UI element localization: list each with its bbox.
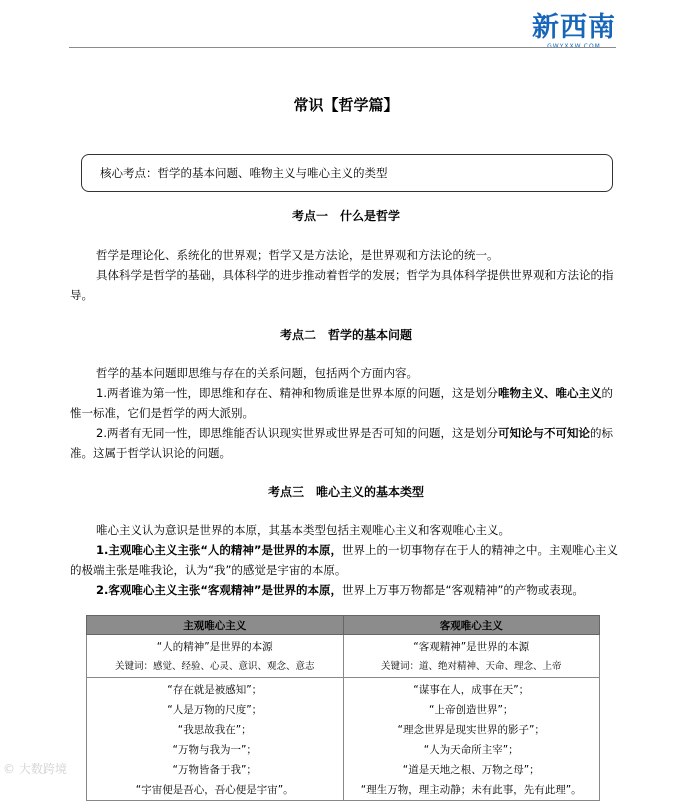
cell-line: “道是天地之根、万物之母”； bbox=[402, 764, 540, 776]
section-2-paragraph-3 bbox=[70, 423, 622, 463]
cell-line: “人是万物的尺度”； bbox=[167, 704, 263, 716]
cell-keywords: 关键词：感觉、经验、心灵、意识、观念、意志 bbox=[114, 661, 315, 672]
cell-keywords: 关键词：道、绝对精神、天命、理念、上帝 bbox=[380, 661, 562, 672]
cell-line: “人为天命所主宰”； bbox=[423, 744, 519, 756]
section-1-paragraph-2: 具体科学是哲学的基础，具体科学的进步推动着哲学的发展；哲学为具体科学提供世界观和方法论的指导。 bbox=[70, 268, 614, 302]
core-points-text: 核心考点：哲学的基本问题、唯物主义与唯心主义的类型 bbox=[100, 166, 388, 180]
cell-line: “理生万物，理主动静；未有此事，先有此理”。 bbox=[360, 784, 582, 796]
section-3-p3-bold: 2.客观唯心主义主张“客观精神”是世界的本原， bbox=[96, 583, 342, 597]
section-3-p3-text: 世界上万事万物都是“客观精神”的产物或表现。 bbox=[341, 583, 584, 597]
section-2-paragraph-2 bbox=[70, 383, 622, 423]
header-divider bbox=[69, 47, 616, 48]
section-3-p2-text: 世界上的一切事物存在于人的精神之中。主观唯心主义的极端主张是唯我论，认为“我”的感觉是宇宙的本原。 bbox=[70, 543, 618, 577]
cell-line: “客观精神”是世界的本源 bbox=[413, 641, 530, 653]
table-cell bbox=[343, 678, 600, 801]
section-2-p3-bold: 可知论与不可知论 bbox=[497, 426, 590, 440]
cell-line: “万物与我为一”； bbox=[172, 744, 257, 756]
section-2-p2-tail: 的惟一标准，它们是哲学的两大派别。 bbox=[70, 386, 613, 420]
section-2-p3-text: 2.两者有无同一性，即思维能否认识现实世界或世界是否可知的问题，这是划分 bbox=[96, 426, 498, 440]
section-2-p2-bold: 唯物主义、唯心主义 bbox=[497, 386, 602, 400]
logo-wordmark: 新西南 bbox=[532, 12, 616, 43]
section-3-paragraph-3 bbox=[70, 580, 622, 600]
core-points-box bbox=[81, 154, 613, 192]
page-title: 常识【哲学篇】 bbox=[293, 96, 399, 114]
table-row bbox=[87, 635, 600, 678]
cell-line: “谋事在人，成事在天”； bbox=[413, 684, 530, 696]
cell-line: “万物皆备于我”； bbox=[172, 764, 257, 776]
section-2-heading: 考点二 哲学的基本问题 bbox=[279, 328, 412, 342]
section-1-paragraph-1: 哲学是理论化、系统化的世界观；哲学又是方法论，是世界观和方法论的统一。 bbox=[96, 248, 499, 262]
section-3-heading: 考点三 唯心主义的基本类型 bbox=[267, 485, 424, 499]
cell-line: “人的精神”是世界的本源 bbox=[156, 641, 273, 653]
cell-line: “我思故我在”； bbox=[177, 724, 252, 736]
section-3-paragraph-2 bbox=[70, 540, 622, 580]
table-cell bbox=[343, 635, 600, 678]
column-header-objective: 客观唯心主义 bbox=[343, 616, 600, 635]
section-2-p2-text: 1.两者谁为第一性，即思维和存在、精神和物质谁是世界本原的问题，这是划分 bbox=[96, 386, 498, 400]
cell-line: “存在就是被感知”； bbox=[167, 684, 263, 696]
section-1-heading: 考点一 什么是哲学 bbox=[291, 209, 400, 223]
table-header-row bbox=[87, 616, 600, 635]
section-2-paragraph-1: 哲学的基本问题即思维与存在的关系问题，包括两个方面内容。 bbox=[96, 366, 418, 380]
column-header-subjective: 主观唯心主义 bbox=[87, 616, 344, 635]
section-3-p2-bold: 1.主观唯心主义主张“人的精神”是世界的本原， bbox=[96, 543, 342, 557]
section-2-p3-tail: 的标准。这属于哲学认识论的问题。 bbox=[70, 426, 613, 460]
table-cell bbox=[87, 635, 344, 678]
site-logo bbox=[532, 14, 616, 50]
section-3-paragraph-1: 唯心主义认为意识是世界的本原，其基本类型包括主观唯心主义和客观唯心主义。 bbox=[96, 523, 510, 537]
table-cell bbox=[87, 678, 344, 801]
cell-line: “上帝创造世界”； bbox=[429, 704, 514, 716]
table-row bbox=[87, 678, 600, 801]
idealism-comparison-table bbox=[86, 615, 600, 801]
cell-line: “宇宙便是吾心，吾心便是宇宙”。 bbox=[135, 784, 294, 796]
watermark: © 大数跨境 bbox=[3, 762, 67, 776]
cell-line: “理念世界是现实世界的影子”； bbox=[397, 724, 545, 736]
